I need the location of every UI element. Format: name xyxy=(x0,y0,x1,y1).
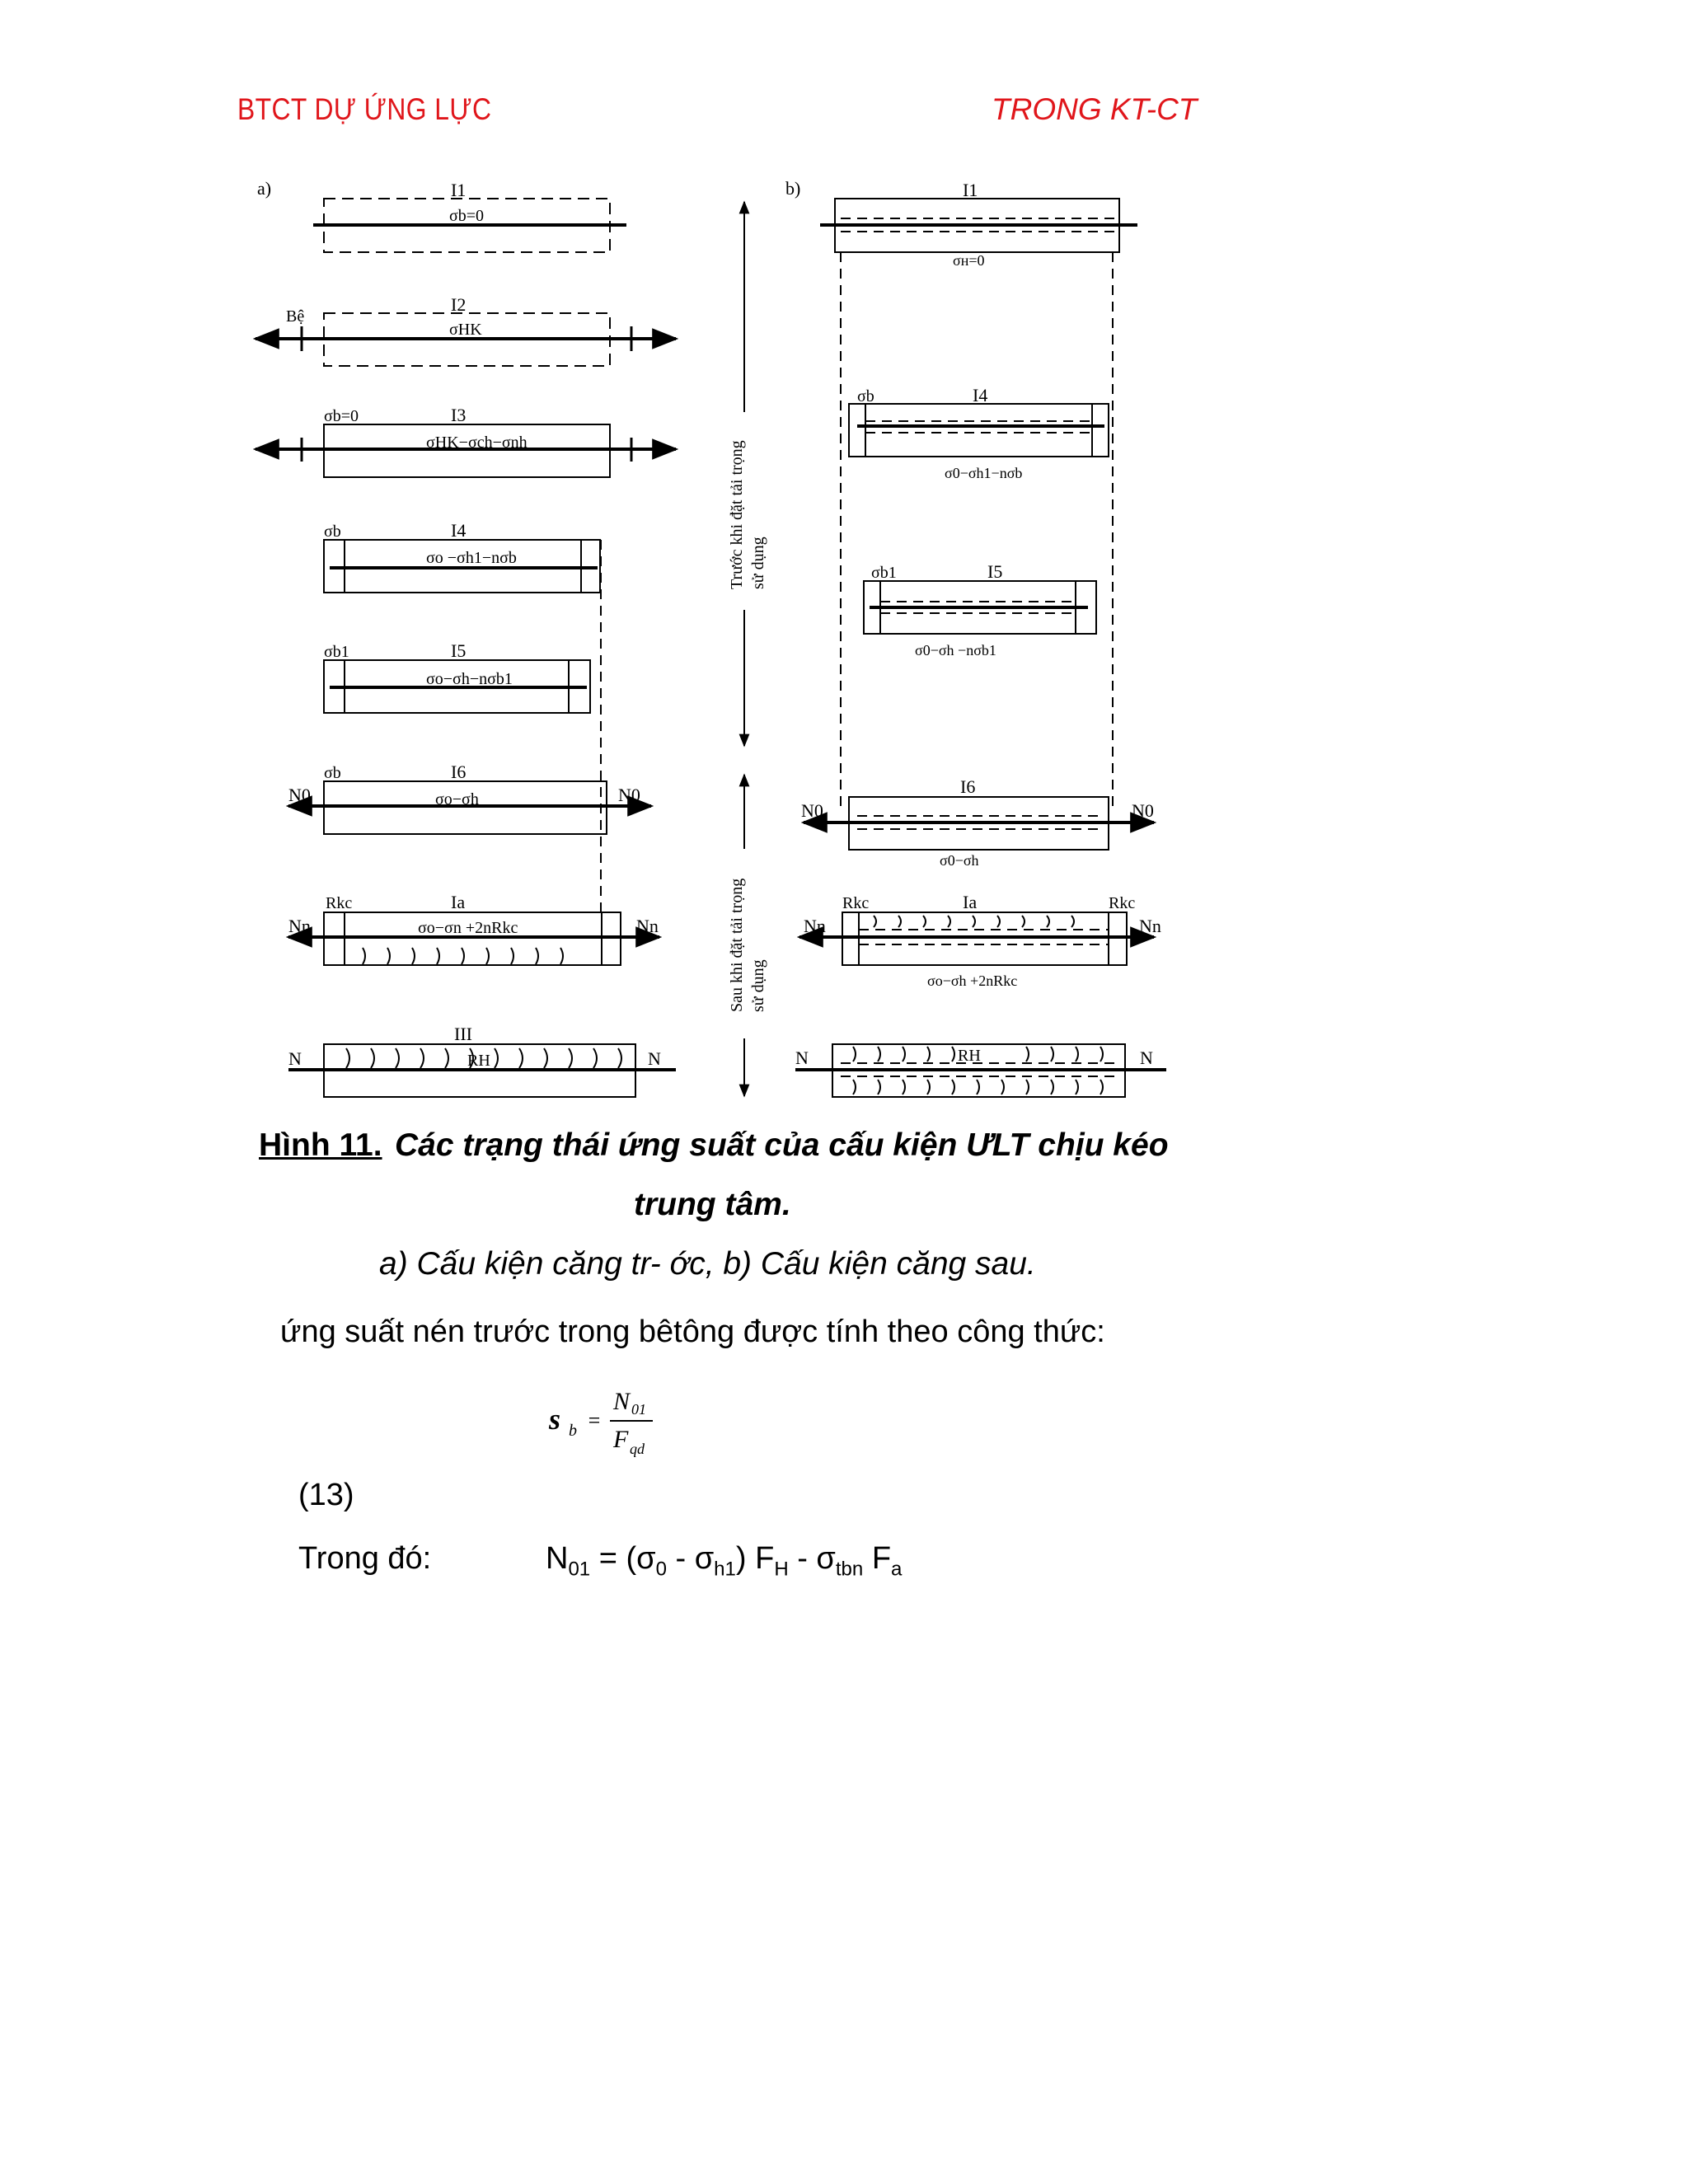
a-stage6-top: I6 xyxy=(451,762,467,782)
a-stage3-left: σb=0 xyxy=(324,407,359,425)
a-stage5-left: σb1 xyxy=(324,643,349,661)
b-stage7-bottom: σo−σh +2nRkc xyxy=(927,972,1018,989)
b-stage8-RH: RH xyxy=(958,1047,981,1065)
b-stage7-top: Ia xyxy=(963,892,978,912)
b-stage5-top: I5 xyxy=(987,561,1003,582)
a-stage1-stress: σb=0 xyxy=(449,207,485,225)
b-stage7-N-right: Nn xyxy=(1139,916,1161,936)
a-stage1-top: I1 xyxy=(451,180,467,200)
header-right-title: TRONG KT-CT xyxy=(992,92,1198,126)
b-stage7-N-left: Nn xyxy=(804,916,826,936)
a-stage8-RH: RH xyxy=(467,1052,490,1070)
b-stage6-top: I6 xyxy=(960,776,976,797)
b-stage7-left: Rkc xyxy=(842,894,870,912)
b-stage5-left: σb1 xyxy=(871,564,897,582)
b-stage8-N-right: N xyxy=(1140,1047,1153,1068)
b-stage1-top: I1 xyxy=(963,180,978,200)
where-equation: $N_{01} = (\sigma_0 - \sigma_{h1})$ $F_H - \sigma_{tbn}$ $F_a$ xyxy=(546,1541,903,1581)
a-stage5-top: I5 xyxy=(451,640,467,661)
a-stage3-stress: σHK−σch−σnh xyxy=(426,434,528,452)
a-stage4-stress: σo −σh1−nσb xyxy=(426,549,517,567)
a-stage2-bed: Bệ xyxy=(286,307,305,326)
b-stage6-N-right: N0 xyxy=(1132,800,1154,821)
a-stage8-top: III xyxy=(454,1024,472,1044)
formula-den-sub: qd xyxy=(630,1441,645,1457)
a-stage6-left: σb xyxy=(324,764,341,782)
vertical-label-after: Sau khi đặt tải trọng xyxy=(728,878,746,1012)
b-stage4-top: I4 xyxy=(973,385,988,405)
where-label: Trong đó: xyxy=(298,1541,432,1576)
figure-title: Các trạng thái ứng suất của cấu kiện ƯLT chịu kéo xyxy=(395,1127,1169,1163)
a-stage8-N-right: N xyxy=(648,1048,661,1069)
body-paragraph: ứng suất nén trước trong bêtông được tính theo công thức: xyxy=(280,1315,1105,1349)
b-stage4-beam xyxy=(849,404,1109,457)
vertical-label-after-2: sử dụng xyxy=(749,959,767,1012)
a-stage7-N-right: Nn xyxy=(636,916,659,936)
b-stage6-bottom: σ0−σh xyxy=(940,852,979,869)
a-stage7-stress: σo−σn +2nRkc xyxy=(418,919,518,937)
vertical-label-before-2: sử dụng xyxy=(749,537,767,589)
a-stage2-top: I2 xyxy=(451,294,467,315)
b-stage6-N-left: N0 xyxy=(801,800,823,821)
a-stage7-top: Ia xyxy=(451,892,466,912)
a-stage6-stress: σo−σh xyxy=(435,790,479,808)
formula-lhs-sub: b xyxy=(569,1422,577,1440)
a-stage2-stress: σHK xyxy=(449,321,482,339)
a-stage6-N-right: N0 xyxy=(618,785,640,805)
formula-num: N xyxy=(613,1388,631,1415)
figure-title-2: trung tâm. xyxy=(634,1187,791,1222)
a-stage7-left: Rkc xyxy=(326,894,353,912)
formula-den: F xyxy=(613,1426,629,1453)
b-stage5-bottom: σ0−σh −nσb1 xyxy=(915,642,996,658)
a-stage5-stress: σo−σh−nσb1 xyxy=(426,670,513,688)
b-stage4-bottom: σ0−σh1−nσb xyxy=(945,465,1023,481)
header-left-title: BTCT DỰ ỨNG LỰC xyxy=(237,92,492,126)
formula-lhs: s xyxy=(549,1403,561,1436)
formula-eq: = xyxy=(587,1408,602,1432)
panel-b-label: b) xyxy=(785,178,801,199)
b-stage7-right: Rkc xyxy=(1109,894,1136,912)
formula-num-sub: 01 xyxy=(631,1401,646,1418)
b-stage4-left: σb xyxy=(857,387,874,405)
vertical-label-before: Trước khi đặt tải trọng xyxy=(728,440,746,589)
figure-subcaption-text: a) Cấu kiện căng tr- ớc, b) Cấu kiện căng sau. xyxy=(379,1246,1036,1282)
panel-a-label: a) xyxy=(257,178,272,199)
equation-number: (13) xyxy=(298,1478,354,1512)
a-stage7-N-left: Nn xyxy=(288,916,311,936)
b-stage8-N-left: N xyxy=(795,1047,809,1068)
stress-formula xyxy=(544,1385,659,1459)
a-stage4-top: I4 xyxy=(451,520,467,541)
a-stage8-N-left: N xyxy=(288,1048,302,1069)
figure-number: Hình 11. xyxy=(259,1127,382,1163)
a-stage6-N-left: N0 xyxy=(288,785,311,805)
a-stage4-left: σb xyxy=(324,523,341,541)
b-stage1-bottom: σн=0 xyxy=(953,252,985,269)
a-stage3-top: I3 xyxy=(451,405,467,425)
